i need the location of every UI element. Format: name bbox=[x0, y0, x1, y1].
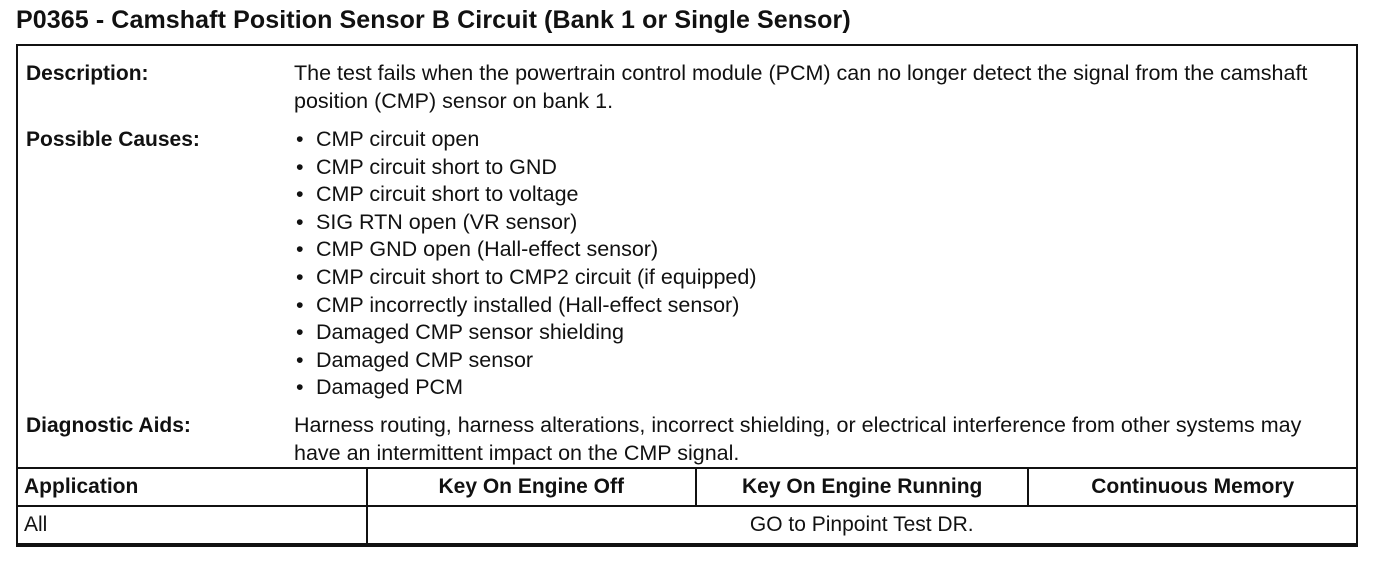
application-table bbox=[16, 467, 1358, 545]
list-item: • Damaged CMP sensor bbox=[294, 347, 1348, 375]
list-item: • CMP GND open (Hall-effect sensor) bbox=[294, 236, 1348, 264]
dtc-info-box bbox=[16, 44, 1358, 547]
diagnostic-aids-label: Diagnostic Aids: bbox=[26, 414, 191, 437]
list-item: • SIG RTN open (VR sensor) bbox=[294, 209, 1348, 237]
pinpoint-test-cell: GO to Pinpoint Test DR. bbox=[367, 506, 1358, 544]
column-header-key-on-engine-off: Key On Engine Off bbox=[367, 468, 696, 506]
page-title: P0365 - Camshaft Position Sensor B Circuit (Bank 1 or Single Sensor) bbox=[16, 6, 851, 34]
application-cell: All bbox=[17, 506, 367, 544]
list-item: • CMP circuit short to GND bbox=[294, 154, 1348, 182]
diagnostic-aids-text: Harness routing, harness alterations, incorrect shielding, or electrical interference from other systems may have an intermittent impact on the CMP signal. bbox=[294, 413, 1302, 465]
column-header-key-on-engine-running: Key On Engine Running bbox=[696, 468, 1028, 506]
list-item: • CMP circuit open bbox=[294, 126, 1348, 154]
table-header-row bbox=[17, 468, 1357, 506]
table-row bbox=[17, 506, 1357, 544]
list-item: • CMP incorrectly installed (Hall-effect sensor) bbox=[294, 292, 1348, 320]
description-text: The test fails when the powertrain control module (PCM) can no longer detect the signal from the camshaft position (CMP) sensor on bank 1. bbox=[294, 61, 1308, 113]
list-item: • Damaged PCM bbox=[294, 374, 1348, 402]
possible-causes-content bbox=[294, 126, 1348, 402]
column-header-continuous-memory: Continuous Memory bbox=[1028, 468, 1357, 506]
list-item: • CMP circuit short to CMP2 circuit (if equipped) bbox=[294, 264, 1348, 292]
possible-causes-list bbox=[294, 126, 1348, 402]
possible-causes-label: Possible Causes: bbox=[26, 128, 200, 151]
list-item: • Damaged CMP sensor shielding bbox=[294, 319, 1348, 347]
list-item: • CMP circuit short to voltage bbox=[294, 181, 1348, 209]
column-header-application: Application bbox=[17, 468, 367, 506]
description-label: Description: bbox=[26, 62, 149, 85]
